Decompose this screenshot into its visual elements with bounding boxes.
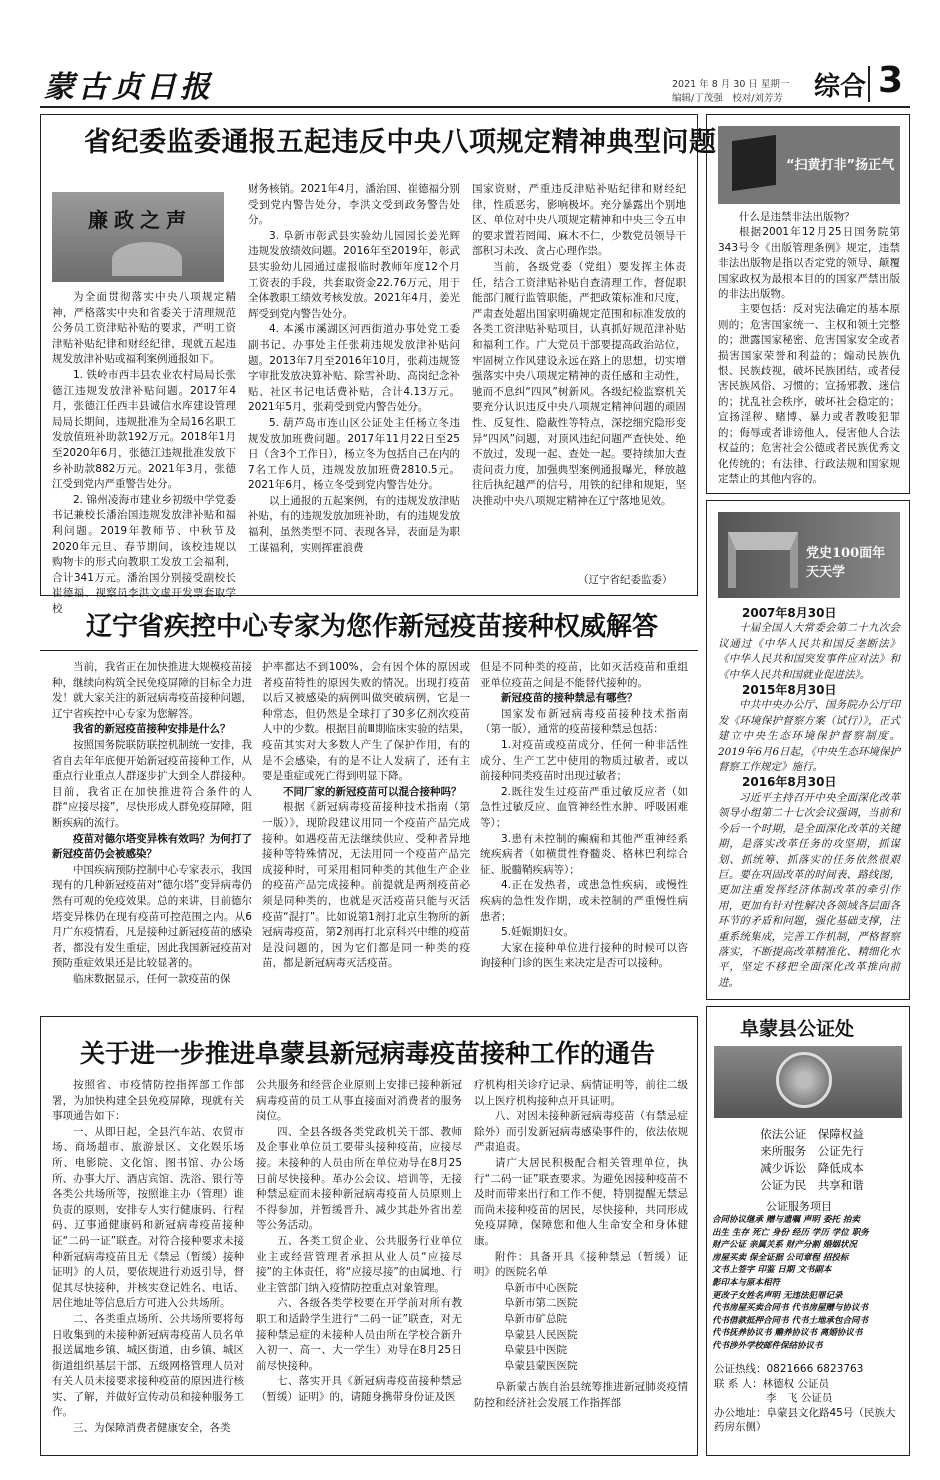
article3-col3 [474,1078,688,1448]
service-line: 代书抚养协议书 赡养协议书 离婚协议书 [712,1328,863,1339]
article2-subhead: 我省的新冠疫苗接种安排是什么？ [73,723,231,736]
article3-col1 [52,1078,244,1448]
flag-graphic-icon [732,135,776,191]
article1-col3 [472,182,686,566]
history-entry [718,606,900,683]
slogan-line: 减少诉讼 降低成本 [760,1161,864,1175]
slogan-line: 依法公证 保障权益 [760,1127,864,1141]
services-title: 公证服务项目 [766,1200,832,1213]
sidebar1-body [718,210,900,486]
article1-title: 省纪委监委通报五起违反中央八项规定精神典型问题 [84,127,717,158]
article3-para: 附件：具备开具《接种禁忌（暂缓）证明》的医院名单 [474,1250,688,1279]
hospital-item: 阜新市矿总院 [504,1312,567,1325]
service-line: 影印本与原本相符 [712,1277,781,1288]
column-banner-graphic [112,242,182,276]
article2-para: 1.对疫苗或疫苗成分、任何一种非活性成分、生产工艺中使用的物质过敏者，或以前接种同类疫苗时出现过敏者； [480,738,688,783]
service-line: 合同协议继承 赠与遗嘱 声明 委托 抬卖 [712,1215,860,1225]
article2-para: 3.患有未控制的癫痫和其他严重神经系统疾病者（如横贯性脊髓炎、格林巴利综合征、脱髓鞘疾病等）； [480,832,688,876]
article2-subhead: 疫苗对德尔塔变异株有效吗？为何打了新冠疫苗仍会被感染？ [52,832,252,861]
service-line: 代书房屋买卖合同书 代书房屋赠与协议书 [712,1303,868,1314]
article2-para: 中国疾病预防控制中心专家表示，我国现有的几种新冠疫苗对“德尔塔”变异病毒仍然有可观的免疫效果。总的来讲，目前德尔塔变异株仍在现有疫苗可控范围之内。从6月广东疫情看，凡是接种过新冠疫苗的感染者，都没有发生重症，因此我国新冠疫苗对预防重症效果还是比较显著的。 [52,863,252,970]
hospital-item: 阜新市第二医院 [504,1297,578,1310]
editor-line: 编辑/丁茂强 校对/刘芳芳 [672,93,783,104]
service-line: 出生 生存 死亡 身份 经历 学历 学位 职务 [712,1227,869,1238]
section-name: 综合 [814,72,867,102]
issue-date: 2021 年 8 月 30 日 星期一 [672,79,790,90]
history-date: 2007年8月30日 [742,606,837,620]
contact-person: 联 系 人：林德权 公证员 [714,1377,830,1390]
service-line: 文书上签字 印鉴 日期 文书副本 [712,1265,832,1276]
sidebar2-banner [718,512,900,598]
sidebar1-banner [718,126,900,204]
article3-para: 请广大居民积极配合相关管理单位，执行“二码一证”联查要求。为避免因接种疫苗不及时而带来出行和工作不便，特别提醒无禁忌而尚未接种疫苗的居民，尽快接种，共同形成免疫屏障，保障您和他人生命安全和身体健康。 [474,1156,688,1247]
article3-col2 [256,1078,462,1448]
article1-para: 2. 锦州凌海市建业乡初级中学党委书记兼校长潘治国违规发放津补贴和福利问题。2019年教师节、中秋节及2020年元旦、春节期间，该校违规以购物卡的形式向教职工发放工会福利，合计341万元。潘治国分别接受副校长崔德福、视察员李洪文虚开发票套取学校 [52,493,236,615]
notary-slogans [724,1126,900,1194]
sidebar1-question: 什么是违禁非法出版物？ [739,211,855,223]
notary-contact [714,1362,904,1435]
article2-title: 辽宁省疾控中心专家为您作新冠疫苗接种权威解答 [86,612,659,642]
history-text: 习近平主持召开中央全面深化改革领导小组第二十七次会议强调，当前和今后一个时期，是全面深化改革的关键期，是落实改革任务的攻坚期，抓谋划、抓统筹、抓落实的任务依然很艰巨。要在巩固改革的时间表、路线图，更加注重发挥经济体制改革的牵引作用，更加有针对性解决各领域各层面各环节的矛盾和问题，强化基础支撑，注重系统集成，完善工作机制，严格督察落实，不断提高改革精准化、精细化水平，坚定不移把全面深化改革推向前进。 [718,791,900,989]
history-entry [718,775,900,991]
service-line: 代书借款抵押合同书 代书土地承包合同书 [712,1315,868,1326]
article2-col3 [480,660,688,1010]
article3-para: 四、全县各级各类党政机关干部、教师及企事业单位员工要带头接种疫苗，应接尽接。未接种的人员由所在单位劝导在8月25日前尽快接种。革办公会议、培训等，无接种禁忌症而未接种新冠病毒疫苗人员原则上不得参加，并暂缓晋升、减少其赴外省出差等公务活动。 [256,1125,462,1232]
article3-title: 关于进一步推进阜蒙县新冠病毒疫苗接种工作的通告 [80,1039,656,1068]
service-line: 代书涉外学校邮件保结协议书 [712,1340,823,1351]
article2-para: 护率都达不到100%，会有因个体的原因或者疫苗特性的原因失败的情况。出现打疫苗以后又被感染的病例叫做突破病例，它是一种常态，但仍然是全球打了30多亿剂次疫苗人中的少数。根据目前Ⅲ期临床实验的结果，疫苗其实对大多数人产生了保护作用，有的是不会感染，有的是不让人发病了，还有主要是重症或死亡得到明显下降。 [262,661,470,783]
column-banner [52,192,224,282]
article1-para: 5. 葫芦岛市连山区公证处主任杨立冬违规发放加班费问题。2017年11月22日至25日（含3个工作日），杨立冬为包括自己在内的7名工作人员，违规发放加班费2810.5元。2021年6月，杨立冬受到党内警告处分。 [248,416,460,492]
article2-para: 按照国务院联防联控机制统一安排，我省自去年年底便开始新冠疫苗接种工作，从重点行业重点人群逐步扩大到全人群接种。目前，我省正在加快推进符合条件的人群“应接尽接”，尽快形成人群免疫屏障，阻断疾病的流行。 [52,738,252,829]
hospital-item: 阜蒙县人民医院 [504,1328,578,1341]
service-line: 更改子女姓名声明 无违法犯罪记录 [712,1290,843,1301]
national-emblem-icon [776,1052,832,1108]
hospital-item: 阜蒙县中医院 [504,1344,567,1357]
article1-para: 当前，各级党委（党组）要发挥主体责任，结合工资津贴补贴自查清理工作，督促职能部门履行监管职能，严把政策标准和尺度，严肃查处超出国家明确规定范围和标准发放的各类工资津贴补贴项目，认真抓好规范津补贴和福利工作。广大党员干部要提高政治站位，牢固树立作风建设永远在路上的思想，切实增强落实中央八项规定精神的责任感和主动性，驰而不息纠“四风”树新风。各级纪检监察机关要充分认识违反中央八项规定精神问题的顽固性、反复性、隐蔽性等特点，深挖细究隐形变异“四风”问题，对顶风违纪问题严查快处、绝不放过，发现一起、查处一起。要持续加大查责问责力度，加强典型案例通报曝光，释放越往后执纪越严的信号，用铁的纪律和规矩，坚决推动中央八项规定精神在辽宁落地见效。 [472,260,686,507]
sidebar1-banner-text: “扫黄打非”扬正气 [786,158,895,173]
newspaper-name: 蒙古贞日报 [44,70,214,105]
article3-para: 六、各级各类学校要在开学前对所有教职工和适龄学生进行“二码一证”联查，对无接种禁忌症的未接种人员由所在学校合新升入初一、高一、大一学生）劝导在8月25日前尽快接种。 [256,1297,462,1372]
building-graphic-icon [728,532,798,588]
sidebar2-body [718,606,900,994]
article1-para: 1. 铁岭市西丰县农业农村局局长张德江违规发放津补贴问题。2017年4月，张德江任西丰县诚信水库建设管理局局长期间，违规批准为全局16名职工发放值班补助款192万元。2018年1月至2020年6月，张德江违规批准发放下乡补助款882万元。2021年3月，张德江受到党内严重警告处分。 [52,368,236,491]
article1-para: 4. 本溪市溪湖区河西街道办事处党工委副书记、办事处主任张莉违规发放津补贴问题。2013年7月至2016年10月，张莉违规签字审批发放决算补贴、除雪补助、高岗纪念补贴、社区书记电话费补贴，合计4.13万元。2021年5月，张莉受到党内警告处分。 [248,323,460,414]
history-text: 十届全国人大常委会第二十九次会议通过《中华人民共和国反垄断法》《中华人民共和国突发事件应对法》和《中华人民共和国就业促进法》。 [718,622,900,681]
article3-para: 疗机构相关诊疗记录、病情证明等，前往二级以上医疗机构接种点开具证明。 [474,1079,688,1107]
article2-para: 5.妊娠期妇女。 [501,926,575,939]
article2-para: 但是不同种类的疫苗，比如灭活疫苗和重组亚单位疫苗之间是不能替代接种的。 [480,661,688,689]
article2-col1 [52,660,252,1010]
sidebar1-para: 主要包括：反对宪法确定的基本原则的；危害国家统一、主权和领土完整的；泄露国家秘密、危害国家安全或者损害国家荣誉和利益的；煽动民族仇恨、民族歧视，破坏民族团结，或者侵害民族风俗、习惯的；宣扬邪教、迷信的；扰乱社会秩序，破坏社会稳定的；宣扬淫秽、赌博、暴力或者教唆犯罪的；侮辱或者诽谤他人，侵害他人合法权益的；危害社会公德或者民族优秀文化传统的；有法律、行政法规和国家规定禁止的其他内容的。 [718,303,900,485]
article1-para: 为全面贯彻落实中央八项规定精神，严格落实中央和省委关于清理规范公务员工资津贴补贴的要求，严明工资津贴补贴纪律和财经纪律，现就五起违规发放津补贴或福利案例通报如下。 [52,291,236,366]
office-address: 办公地址：阜蒙县文化路45号（民族大药房东侧） [714,1406,896,1433]
masthead-rule [40,106,910,108]
page-number: 3 [878,60,904,101]
article2-subhead: 新冠疫苗的接种禁忌有哪些？ [501,692,638,705]
sidebar1-para: 根据2001年12月25日国务院第343号令《出版管理条例》规定，违禁非法出版物是指以否定党的领导、颠覆国家政权为最根本目的的国家严禁出版的非法出版物。 [718,226,900,301]
column-label: 廉政之声 [88,208,192,232]
service-line: 房屋买卖 保全证据 公司章程 招投标 [712,1252,849,1263]
history-date: 2016年8月30日 [742,775,837,790]
article2-para: 当前，我省正在加快推进大规模疫苗接种，继续向构筑全民免疫屏障的目标全力进发！就大家关注的新冠病毒疫苗接种问题，辽宁省疾控中心专家为您解答。 [52,661,252,720]
article3-para: 公共服务和经营企业原则上安排已接种新冠病毒疫苗的员工从事直接面对消费者的服务岗位。 [256,1079,462,1123]
article1-para: 财务核销。2021年4月，潘治国、崔德福分别受到党内警告处分，李洪文受到政务警告处分。 [248,183,460,227]
history-date: 2015年8月30日 [742,683,837,698]
section-divider [868,66,870,102]
history-entry [718,683,900,775]
article2-rule [40,650,698,651]
hospital-item: 阜蒙县蒙医医院 [504,1359,578,1372]
article1-para: 以上通报的五起案例，有的违规发放津贴补贴，有的违规发放加班补助，有的违规发放福利，虽然类型不同、表现各异，表面是为职工谋福利，实则挥霍浪费 [248,494,460,554]
article3-para: 二、各类重点场所、公共场所要将每日收集到的未接种新冠病毒疫苗人员名单报送属地乡镇、城区街道，由乡镇、城区街道组织基层干部、五级网格管理人员对有关人员未接要求接种疫苗的原因进行核实、了解，并做好宣传动员和接种服务工作。 [52,1312,244,1419]
article2-subhead: 不同厂家的新冠疫苗可以混合接种吗？ [283,785,462,798]
article3-issuer: 阜新蒙古族自治县统筹推进新冠肺炎疫情防控和经济社会发展工作指挥部 [474,1381,688,1409]
article2-col2 [262,660,470,1010]
slogan-line: 来所服务 公证先行 [760,1144,864,1158]
article1-para: 3. 阜新市彰武县实验幼儿园园长姜光辉违规发放绩效问题。2016年至2019年，彰武县实验幼儿园通过虚报临时教师年度12个月工资表的手段，共套取资金22.76万元，用于全体教职工绩效考核发放。2021年4月，姜光辉受到党内警告处分。 [248,229,460,320]
hospital-item: 阜新市中心医院 [504,1281,578,1294]
article2-para: 根据《新冠病毒疫苗接种技术指南（第一版）》，现阶段建议用同一个疫苗产品完成接种。如遇疫苗无法继续供应、受种者异地接种等特殊情况，无法用同一个疫苗产品完成接种时，可采用相同种类的其他生产企业的疫苗产品完成接种。前提就是两剂疫苗必须是同种类的，也就是灭活疫苗只能与灭活疫苗“混打”。比如说第1剂打北京生物所的新冠病毒疫苗，第2剂再打北京科兴中维的疫苗是没问题的，因为它们都是同一种类的疫苗，都是新冠病毒灭活疫苗。 [262,801,470,970]
article1-col2 [248,182,460,582]
hotline: 公证热线：0821666 6823763 [714,1363,864,1375]
article3-para: 一、从即日起，全县汽车站、农贸市场、商场超市、旅游景区、文化娱乐场所、电影院、文化馆、图书馆、办公场所、办事大厅、酒店宾馆、洗浴、银行等各类公共场所等，按照谁主办（管理）谁负责的原则，安排专人实行健康码、行程码、辽事通健康码和新冠病毒疫苗接种证“二码一证”联查。对符合接种要求未接种新冠病毒疫苗且无《禁忌（暂缓）接种证明》的人员，要依规进行劝返引导，督促其尽快接种，并核实登记姓名、电话、居住地址等信息后方可进入公共场所。 [52,1125,244,1310]
slogan-line: 公证为民 共享和谐 [760,1178,864,1192]
notary-title: 阜蒙县公证处 [740,1018,855,1040]
sidebar2-banner-text: 党史100面年 天天学 [806,546,886,580]
article3-para: 八、对因未接种新冠病毒疫苗（有禁忌症除外）而引发新冠病毒感染事件的，依法依规严肃追责。 [474,1110,688,1154]
article2-para: 国家发布新冠病毒疫苗接种技术指南（第一版），通常的疫苗接种禁忌包括： [480,707,688,736]
article1-para: 国家资财，严重违反津贴补贴纪律和财经纪律，性质恶劣，影响极坏。充分暴露出个别地区、单位对中央八项规定精神和中央三令五申的要求置若罔闻、麻木不仁，少数党员领导干部积习未改、贪占心理作祟。 [472,183,686,258]
article3-para: 三、为保障消费者健康安全，各类 [73,1422,231,1435]
article2-para: 4.正在发热者，或患急性疾病，或慢性疾病的急性发作期，或未控制的严重慢性病患者； [480,879,688,923]
article2-para: 2.既往发生过疫苗严重过敏反应者（如急性过敏反应、血管神经性水肿、呼吸困难等）； [480,785,688,829]
article1-col1 [52,290,236,615]
history-text: 中共中央办公厅、国务院办公厅印发《环境保护督察方案（试行）》，正式建立中央生态环境保护督察制度。2019年6月6日起，《中央生态环境保护督察工作规定》施行。 [718,699,900,774]
services-list [712,1214,906,1353]
service-line: 财产公证 亲属关系 财产分割 婚姻状况 [712,1240,857,1251]
article2-para: 大家在接种单位进行接种的时候可以咨询接种门诊的医生来决定是否可以接种。 [480,941,688,970]
article2-para: 临床数据显示，任何一款疫苗的保 [73,972,231,985]
contact-person: 李 飞 公证员 [766,1392,833,1404]
article3-para: 七、落实开具《新冠病毒疫苗接种禁忌（暂缓）证明》的，请随身携带身份证及医 [256,1375,462,1403]
hospital-list [474,1281,688,1375]
article3-para: 按照省、市疫情防控指挥部工作部署，为加快构建全县免疫屏障，现就有关事项通告如下： [52,1079,244,1123]
article3-para: 五、各类工贸企业、公共服务行业单位业主或经营管理者承担从业人员“应接尽接”的主体责任，将“应接尽接”的由属地、行业主管部门纳入疫情防控重点对象管理。 [256,1234,462,1294]
article1-source: （辽宁省纪委监委） [578,574,673,586]
